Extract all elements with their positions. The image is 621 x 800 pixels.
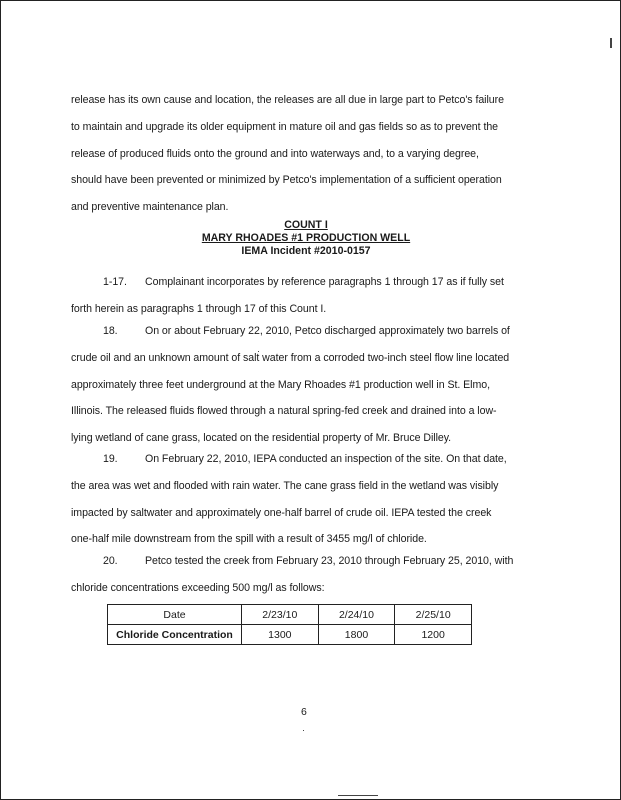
table-row (108, 625, 472, 645)
count-heading (71, 219, 541, 258)
paragraph-line: On or about February 22, 2010, Petco discharged approximately two barrels of (145, 325, 510, 337)
scan-speck (258, 351, 259, 352)
paragraph-line: chloride concentrations exceeding 500 mg/l as follows: (71, 581, 325, 594)
paragraph-line: crude oil and an unknown amount of salt water from a corroded two-inch steel flow line located (71, 351, 510, 364)
intro-paragraph (71, 87, 531, 221)
intro-line: and preventive maintenance plan. (71, 201, 229, 214)
well-title: MARY RHOADES #1 PRODUCTION WELL (201, 232, 411, 244)
paragraph-number: 18. (103, 325, 118, 337)
paragraph-number: 19. (103, 453, 118, 465)
table-value-cell: 1300 (242, 625, 319, 645)
paragraph-20 (71, 548, 531, 602)
table-scan-cutoff (100, 646, 480, 656)
scan-speck (338, 795, 378, 796)
paragraph-line: impacted by saltwater and approximately one-half barrel of crude oil. IEPA tested the creek (71, 506, 492, 519)
paragraph-number: 1-17. (103, 276, 127, 288)
page-number: 6 (301, 706, 307, 718)
table-header-date: Date (108, 605, 242, 625)
count-title: COUNT I (284, 219, 328, 231)
paragraph-1-17 (71, 269, 531, 323)
paragraph-line: approximately three feet underground at the Mary Rhoades #1 production well in St. Elmo, (71, 378, 490, 391)
paragraph-19 (71, 446, 531, 553)
paragraph-line: the area was wet and flooded with rain water. The cane grass field in the wetland was visibly (71, 479, 499, 492)
table-row (108, 605, 472, 625)
intro-line: should have been prevented or minimized by Petco's implementation of a sufficient operation (71, 174, 502, 187)
table-date-cell: 2/23/10 (242, 605, 319, 625)
paragraph-line: Petco tested the creek from February 23, 2010 through February 25, 2010, with (145, 555, 514, 567)
intro-line: release of produced fluids onto the ground and into waterways and, to a varying degree, (71, 147, 479, 160)
scan-speck (303, 730, 304, 731)
paragraph-line: lying wetland of cane grass, located on the residential property of Mr. Bruce Dilley. (71, 432, 452, 445)
chloride-table (107, 604, 472, 645)
intro-line: to maintain and upgrade its older equipment in mature oil and gas fields so as to prevent the (71, 120, 499, 133)
table-row-label: Chloride Concentration (108, 625, 242, 645)
paragraph-line: Illinois. The released fluids flowed through a natural spring-fed creek and drained into a low- (71, 405, 497, 418)
paragraph-number: 20. (103, 555, 118, 567)
paragraph-line: forth herein as paragraphs 1 through 17 of this Count I. (71, 302, 327, 315)
paragraph-line: one-half mile downstream from the spill with a result of 3455 mg/l of chloride. (71, 533, 427, 546)
incident-number: IEMA Incident #2010-0157 (241, 245, 371, 257)
scan-speck (610, 38, 612, 48)
intro-line: release has its own cause and location, the releases are all due in large part to Petco's failure (71, 94, 504, 106)
table-date-cell: 2/25/10 (395, 605, 472, 625)
paragraph-18 (71, 318, 531, 452)
table-value-cell: 1800 (318, 625, 395, 645)
paragraph-line: Complainant incorporates by reference paragraphs 1 through 17 as if fully set (145, 276, 504, 288)
table-date-cell: 2/24/10 (318, 605, 395, 625)
paragraph-line: On February 22, 2010, IEPA conducted an inspection of the site. On that date, (145, 453, 507, 465)
table-value-cell: 1200 (395, 625, 472, 645)
